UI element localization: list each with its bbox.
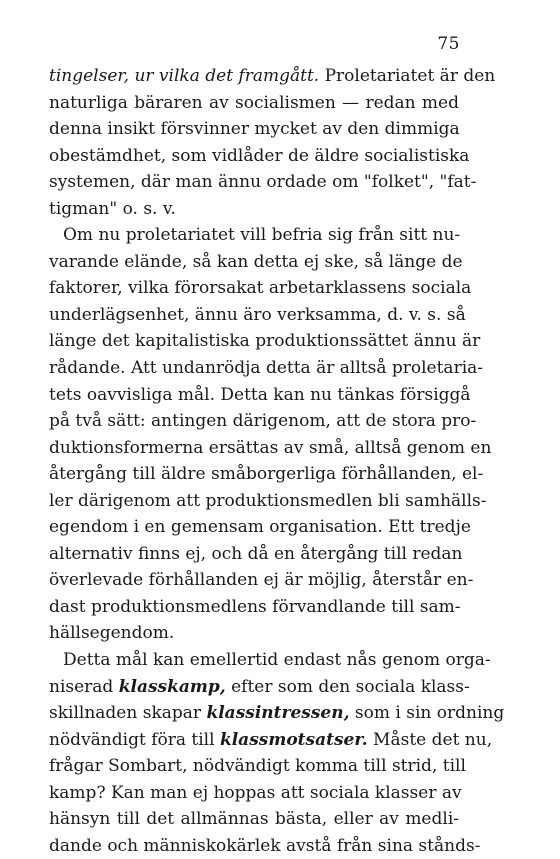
emphasized-term: klassintressen, xyxy=(206,703,350,724)
text-segment: egendom i en gemensam organisation. Ett tredje xyxy=(49,517,471,538)
text-segment: nödvändigt föra till xyxy=(49,729,220,750)
text-line xyxy=(49,169,477,196)
text-segment: ler därigenom att produktionsmedlen bli samhälls- xyxy=(49,490,487,511)
text-segment: tigman" o. s. v. xyxy=(49,198,176,219)
text-line xyxy=(49,700,505,727)
text-segment: duktionsformerna ersättas av små, alltså genom en xyxy=(49,437,492,458)
text-segment: som i sin ordning xyxy=(349,703,505,724)
text-segment: Proletariatet är den xyxy=(319,66,496,86)
text-segment: varande elände, så kan detta ej ske, så länge de xyxy=(49,251,463,272)
text-line xyxy=(49,408,477,435)
body-text xyxy=(49,63,505,859)
text-segment: kamp? Kan man ej hoppas att sociala klasser av xyxy=(49,782,462,803)
text-segment: niserad xyxy=(49,676,119,697)
text-line xyxy=(49,249,463,276)
emphasized-term: klasskamp, xyxy=(118,676,226,697)
text-line xyxy=(49,382,471,409)
text-line xyxy=(49,196,459,223)
text-line xyxy=(49,116,459,143)
text-line xyxy=(49,674,470,701)
text-segment: alternativ finns ej, och då en återgång till redan xyxy=(49,543,463,564)
text-line xyxy=(49,328,481,355)
text-segment: dast produktionsmedlens förvandlande till sam- xyxy=(49,596,461,617)
text-line xyxy=(49,275,472,302)
text-line xyxy=(49,302,466,329)
text-line xyxy=(49,488,487,515)
text-line xyxy=(49,222,459,249)
text-segment: hänsyn till det allmännas bästa, eller av medli- xyxy=(49,809,459,830)
text-segment: faktorer, vilka förorsakat arbetarklassens sociala xyxy=(49,278,472,299)
text-line xyxy=(49,753,466,780)
italic-text: tingelser, ur vilka det framgått. xyxy=(49,66,320,86)
text-line xyxy=(49,806,459,833)
emphasized-term: klassmotsatser. xyxy=(219,729,368,750)
text-segment: länge det kapitalistiska produktionssättet ännu är xyxy=(49,331,481,352)
text-line xyxy=(49,461,484,488)
text-segment: naturliga bäraren av socialismen — redan med xyxy=(49,92,459,113)
text-line xyxy=(49,647,491,674)
text-segment: efter som den sociala klass- xyxy=(225,676,470,697)
text-segment: återgång till äldre småborgerliga förhållanden, el- xyxy=(49,464,484,485)
text-line xyxy=(49,833,481,859)
text-line xyxy=(49,143,470,170)
text-line xyxy=(49,514,471,541)
text-segment: underlägsenhet, ännu äro verksamma, d. v. s. så xyxy=(49,304,466,325)
text-line xyxy=(49,594,459,621)
text-line xyxy=(49,63,496,90)
text-segment: skillnaden skapar xyxy=(49,703,207,724)
page-number: 75 xyxy=(437,34,460,54)
text-segment: obestämdhet, som vidlåder de äldre socialistiska xyxy=(49,145,470,166)
text-segment: Detta mål kan emellertid endast nås genom orga- xyxy=(63,650,491,671)
text-line xyxy=(49,620,459,647)
text-segment: hällsegendom. xyxy=(49,623,175,644)
text-segment: tets oavvisliga mål. Detta kan nu tänkas försiggå xyxy=(49,384,471,405)
text-line xyxy=(49,780,462,807)
text-line xyxy=(49,567,474,594)
text-segment: på två sätt: antingen därigenom, att de stora pro- xyxy=(49,411,477,432)
text-line xyxy=(49,355,484,382)
text-segment: dande och människokärlek avstå från sina stånds- xyxy=(49,835,481,856)
text-segment: Om nu proletariatet vill befria sig från sitt nu- xyxy=(63,225,461,246)
text-segment: överlevade förhållanden ej är möjlig, återstår en- xyxy=(49,570,474,591)
text-segment: rådande. Att undanrödja detta är alltså proletaria- xyxy=(49,358,484,379)
text-line xyxy=(49,90,459,117)
text-segment: systemen, där man ännu ordade om "folket", "fat- xyxy=(49,172,477,193)
text-line xyxy=(49,541,463,568)
text-line xyxy=(49,727,493,754)
text-segment: denna insikt försvinner mycket av den dimmiga xyxy=(49,119,460,140)
text-line xyxy=(49,435,492,462)
text-segment: frågar Sombart, nödvändigt komma till strid, till xyxy=(49,756,466,777)
text-segment: Måste det nu, xyxy=(367,729,493,750)
